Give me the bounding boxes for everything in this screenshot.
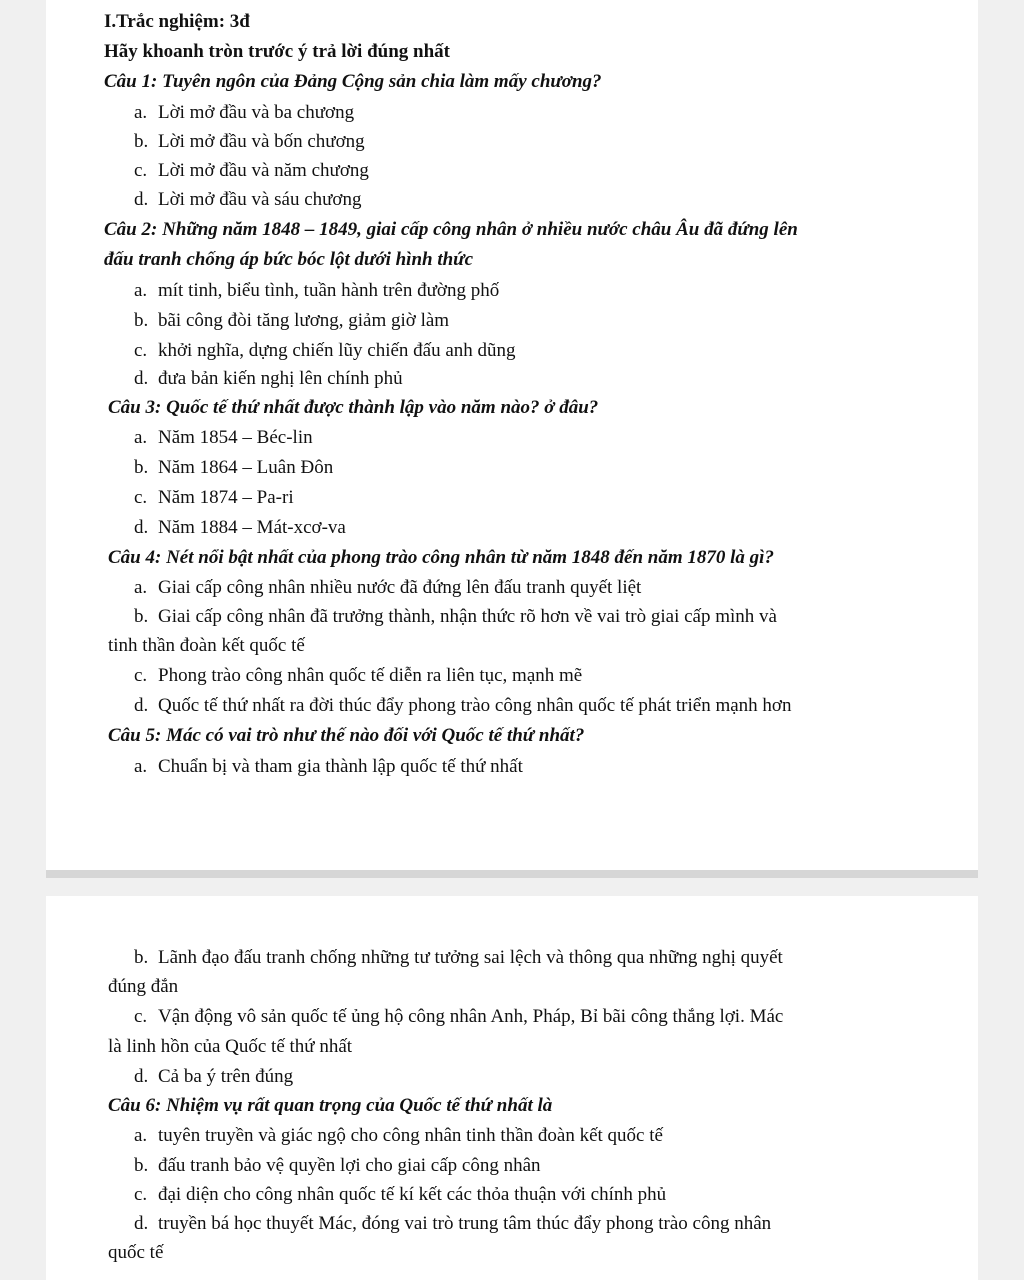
question-6-option-a: a. tuyên truyền và giác ngộ cho công nhân tinh thần đoàn kết quốc tế <box>134 1125 663 1146</box>
question-5-option-c: c. Vận động vô sản quốc tế ủng hộ công nhân Anh, Pháp, Bỉ bãi công thắng lợi. Mác <box>134 1006 784 1027</box>
question-3-option-d: d. Năm 1884 – Mát-xcơ-va <box>134 517 346 538</box>
document-page-1 <box>46 0 978 870</box>
question-3-option-c: c. Năm 1874 – Pa-ri <box>134 487 294 508</box>
question-1-option-d: d. Lời mở đầu và sáu chương <box>134 189 362 210</box>
question-1-option-a: a. Lời mở đầu và ba chương <box>134 102 355 123</box>
question-5-option-b-continuation: đúng đắn <box>108 976 179 997</box>
question-4-title: Câu 4: Nét nổi bật nhất của phong trào công nhân từ năm 1848 đến năm 1870 là gì? <box>108 547 774 568</box>
question-6-option-d: d. truyền bá học thuyết Mác, đóng vai trò trung tâm thúc đẩy phong trào công nhân <box>134 1213 772 1234</box>
question-3-title: Câu 3: Quốc tế thứ nhất được thành lập vào năm nào? ở đâu? <box>108 397 599 418</box>
question-5-option-d: d. Cả ba ý trên đúng <box>134 1066 294 1087</box>
instruction: Hãy khoanh tròn trước ý trả lời đúng nhất <box>104 41 450 62</box>
question-2-option-c: c. khởi nghĩa, dựng chiến lũy chiến đấu anh dũng <box>134 340 516 361</box>
question-2-title-line-2: đấu tranh chống áp bức bóc lột dưới hình thức <box>104 249 473 270</box>
question-4-option-c: c. Phong trào công nhân quốc tế diễn ra liên tục, mạnh mẽ <box>134 665 583 686</box>
question-3-option-b: b. Năm 1864 – Luân Đôn <box>134 457 334 478</box>
page-divider <box>46 870 978 878</box>
question-1-title: Câu 1: Tuyên ngôn của Đảng Cộng sản chia làm mấy chương? <box>104 71 602 92</box>
question-4-option-d: d. Quốc tế thứ nhất ra đời thúc đẩy phong trào công nhân quốc tế phát triển mạnh hơn <box>134 695 792 716</box>
question-4-option-b: b. Giai cấp công nhân đã trưởng thành, nhận thức rõ hơn về vai trò giai cấp mình và <box>134 606 777 627</box>
question-5-option-b: b. Lãnh đạo đấu tranh chống những tư tưởng sai lệch và thông qua những nghị quyết <box>134 947 783 968</box>
question-2-title-line-1: Câu 2: Những năm 1848 – 1849, giai cấp công nhân ở nhiều nước châu Âu đã đứng lên <box>104 219 798 240</box>
question-2-option-d: d. đưa bản kiến nghị lên chính phủ <box>134 368 403 389</box>
question-1-option-c: c. Lời mở đầu và năm chương <box>134 160 369 181</box>
question-6-title: Câu 6: Nhiệm vụ rất quan trọng của Quốc tế thứ nhất là <box>108 1095 553 1116</box>
question-5-option-c-continuation: là linh hồn của Quốc tế thứ nhất <box>108 1036 353 1057</box>
question-6-option-c: c. đại diện cho công nhân quốc tế kí kết các thỏa thuận với chính phủ <box>134 1184 667 1205</box>
question-3-option-a: a. Năm 1854 – Béc-lin <box>134 427 313 448</box>
question-6-option-b: b. đấu tranh bảo vệ quyền lợi cho giai cấp công nhân <box>134 1155 541 1176</box>
question-5-title: Câu 5: Mác có vai trò như thế nào đối với Quốc tế thứ nhất? <box>108 725 585 746</box>
section-title: I.Trắc nghiệm: 3đ <box>104 11 250 32</box>
question-2-option-a: a. mít tinh, biểu tình, tuần hành trên đường phố <box>134 280 500 301</box>
question-1-option-b: b. Lời mở đầu và bốn chương <box>134 131 365 152</box>
document-page-2 <box>46 896 978 1280</box>
question-6-option-d-continuation: quốc tế <box>108 1242 164 1263</box>
question-5-option-a: a. Chuẩn bị và tham gia thành lập quốc tế thứ nhất <box>134 756 523 777</box>
question-4-option-a: a. Giai cấp công nhân nhiều nước đã đứng lên đấu tranh quyết liệt <box>134 577 642 598</box>
question-2-option-b: b. bãi công đòi tăng lương, giảm giờ làm <box>134 310 450 331</box>
question-4-option-b-continuation: tinh thần đoàn kết quốc tế <box>108 635 305 656</box>
